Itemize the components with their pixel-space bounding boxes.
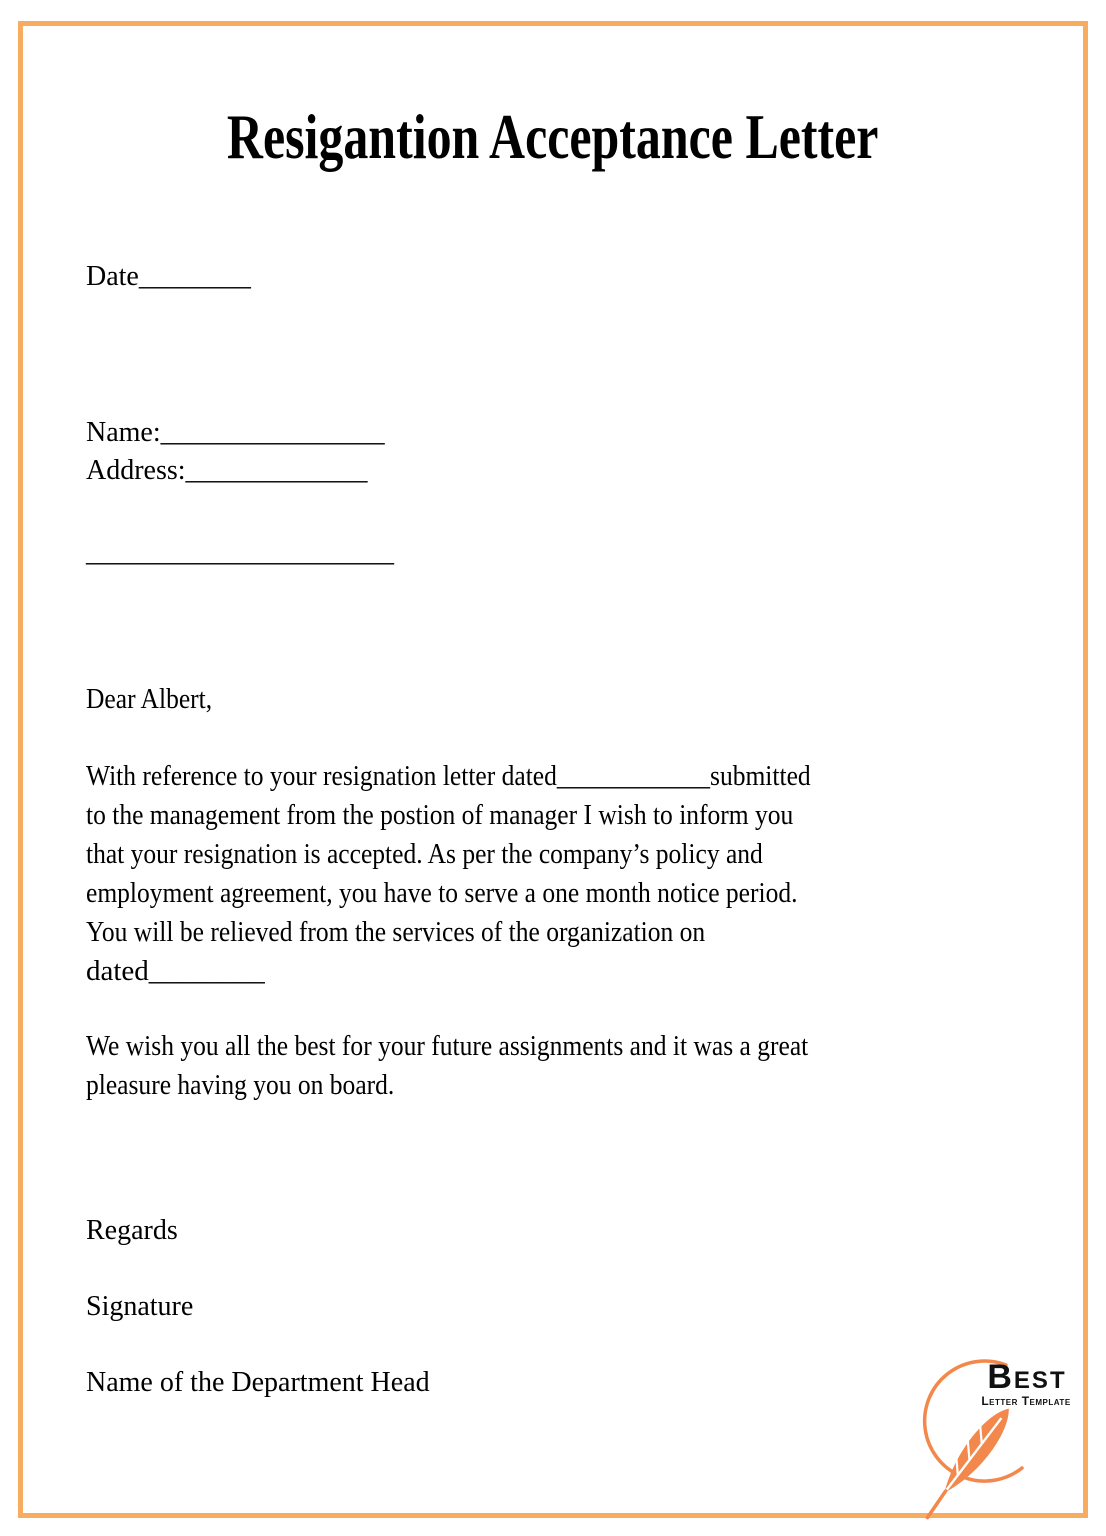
title-container bbox=[0, 100, 1106, 174]
salutation-text: Dear Albert, bbox=[86, 683, 213, 715]
brand-logo bbox=[906, 1352, 1082, 1520]
body-paragraph-2 bbox=[86, 1027, 907, 1105]
name-field: Name:________________ bbox=[86, 417, 385, 448]
paragraph-line: You will be relieved from the services of the organization on bbox=[86, 916, 706, 948]
paragraph-line: to the management from the postion of manager I wish to inform you bbox=[86, 799, 794, 831]
address-field: Address:_____________ bbox=[86, 455, 368, 486]
page-title: Resigantion Acceptance Letter bbox=[227, 101, 879, 172]
logo-brand-text: Best bbox=[987, 1358, 1067, 1396]
closing-regards: Regards bbox=[86, 1215, 178, 1246]
paragraph-line: employment agreement, you have to serve a one month notice period. bbox=[86, 877, 798, 909]
blank-line-field: ______________________ bbox=[86, 537, 394, 568]
department-head-label: Name of the Department Head bbox=[86, 1367, 430, 1398]
logo-subtitle-text: Letter Template bbox=[981, 1394, 1071, 1408]
feather-shape bbox=[915, 1401, 1019, 1520]
paragraph-line: pleasure having you on board. bbox=[86, 1069, 395, 1101]
body-paragraph-1 bbox=[86, 757, 909, 991]
signature-label: Signature bbox=[86, 1291, 194, 1322]
salutation bbox=[86, 680, 229, 718]
date-field: Date________ bbox=[86, 261, 251, 292]
paragraph-line: With reference to your resignation letter dated____________submitted bbox=[86, 760, 811, 792]
paragraph-line: that your resignation is accepted. As per the company’s policy and bbox=[86, 838, 763, 870]
paragraph-line: dated________ bbox=[86, 955, 265, 987]
paragraph-line: We wish you all the best for your future assignments and it was a great bbox=[86, 1030, 809, 1062]
